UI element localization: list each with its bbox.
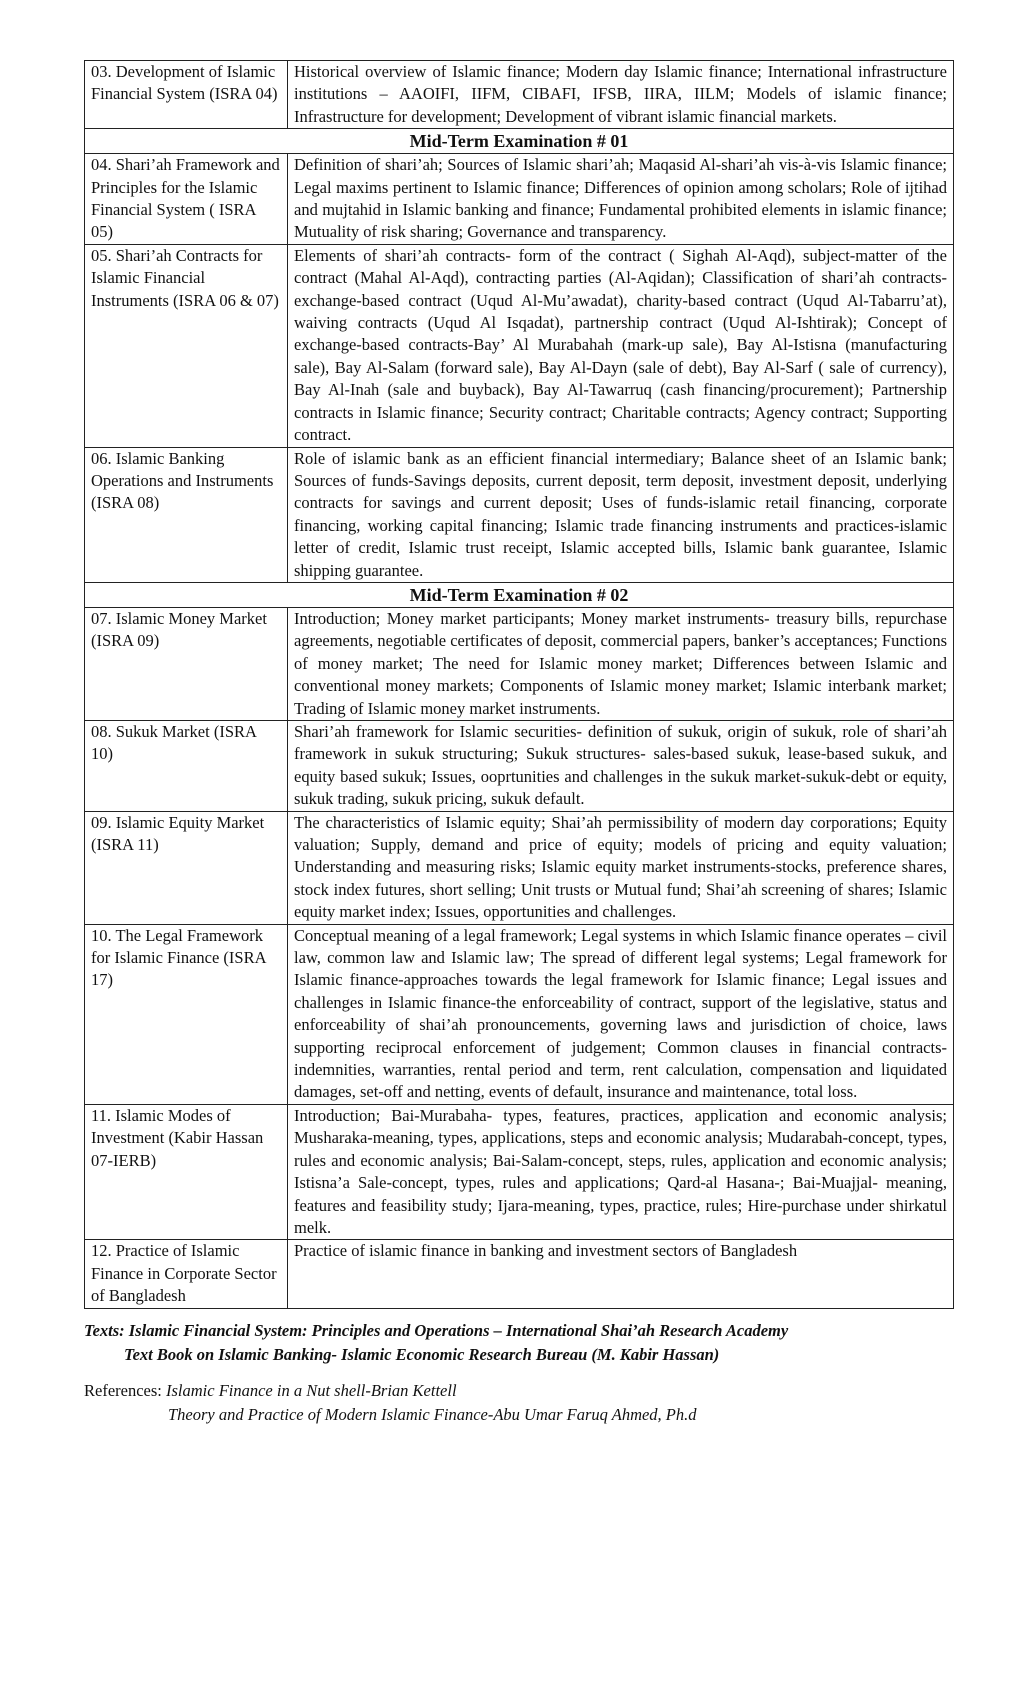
content-cell: Historical overview of Islamic finance; Modern day Islamic finance; International infrastructure institutions – AAOIFI, IIFM, CIBAFI, IFSB, IIRA, IILM; Models of islamic finance; Infrastructure for development; Development of vibrant islamic financial markets. xyxy=(288,61,954,129)
content-cell: Shari’ah framework for Islamic securities- definition of sukuk, origin of sukuk, role of shari’ah framework in sukuk structuring; Sukuk structures- sales-based sukuk, lease-based sukuk, and equity based sukuk; Issues, ooprtunities and challenges in the sukuk market-sukuk-debt or equity, sukuk trading, sukuk pricing, sukuk default. xyxy=(288,720,954,811)
texts-line-2: Text Book on Islamic Banking- Islamic Economic Research Bureau (M. Kabir Hassan) xyxy=(124,1344,720,1364)
syllabus-page xyxy=(84,60,954,1427)
topic-cell: 10. The Legal Framework for Islamic Finance (ISRA 17) xyxy=(85,924,288,1104)
topic-cell: 05. Shari’ah Contracts for Islamic Financial Instruments (ISRA 06 & 07) xyxy=(85,244,288,447)
content-cell: Conceptual meaning of a legal framework; Legal systems in which Islamic finance operates – civil law, common law and Islamic law; The spread of different legal systems; Legal framework for Islamic finance-approaches towards the legal framework for Islamic finance; Legal issues and challenges in Islamic finance-the enforceability of contract, support of the legislative, status and enforceability of shai’ah pronouncements, governing laws and jurisdiction of choice, laws supporting reciprocal enforcement of judgement; Common clauses in financial contracts-indemnities, warranties, rental period and term, rent calculation, compensation and liquidated damages, set-off and netting, events of default, insurance and maintenance, total loss. xyxy=(288,924,954,1104)
table-row xyxy=(85,720,954,811)
content-cell: Elements of shari’ah contracts- form of the contract ( Sighah Al-Aqd), subject-matter of the contract (Mahal Al-Aqd), contracting parties (Al-Aqidan); Classification of shari’ah contracts- exchange-based contract (Uqud Al-Mu’awadat), charity-based contract (Uqud Al-Tabarru’at), waiving contracts (Uqud Al Isqadat), partnership contract (Uqud Al-Ishtirak); Concept of exchange-based contracts-Bay’ Al Murabahah (mark-up sale), Bay Al-Istisna (manufacturing sale), Bay Al-Salam (forward sale), Bay Al-Dayn (sale of debt), Bay Al-Sarf ( sale of currency), Bay Al-Inah (sale and buyback), Bay Al-Tawarruq (cash financing/procurement); Partnership contracts in Islamic finance; Security contract; Charitable contracts; Agency contract; Supporting contract. xyxy=(288,244,954,447)
topic-cell: 06. Islamic Banking Operations and Instruments (ISRA 08) xyxy=(85,447,288,582)
table-row xyxy=(85,607,954,720)
table-row xyxy=(85,1104,954,1239)
references-label: References: xyxy=(84,1380,162,1400)
syllabus-table xyxy=(84,60,954,1309)
reference-2: Theory and Practice of Modern Islamic Finance-Abu Umar Faruq Ahmed, Ph.d xyxy=(168,1404,697,1424)
midterm-row xyxy=(85,582,954,607)
references-section xyxy=(84,1379,954,1427)
topic-cell: 12. Practice of Islamic Finance in Corporate Sector of Bangladesh xyxy=(85,1240,288,1308)
table-row xyxy=(85,244,954,447)
topic-cell: 11. Islamic Modes of Investment (Kabir Hassan 07-IERB) xyxy=(85,1104,288,1239)
content-cell: Definition of shari’ah; Sources of Islamic shari’ah; Maqasid Al-shari’ah vis-à-vis Islamic finance; Legal maxims pertinent to Islamic finance; Differences of opinion among scholars; Role of ijtihad and mujtahid in Islamic banking and finance; Fundamental prohibited elements in islamic finance; Mutuality of risk sharing; Governance and transparency. xyxy=(288,154,954,245)
content-cell: Introduction; Bai-Murabaha- types, features, practices, application and economic analysis; Musharaka-meaning, types, applications, steps and economic analysis; Mudarabah-concept, types, rules and economic analysis; Bai-Salam-concept, steps, rules, application and economic analysis; Istisna’a Sale-concept, types, rules and applications; Qard-al Hasana-; Bai-Muajjal- meaning, features and feasibility study; Ijara-meaning, types, practice, rules; Hire-purchase under shirkatul melk. xyxy=(288,1104,954,1239)
table-row xyxy=(85,447,954,582)
table-row xyxy=(85,924,954,1104)
midterm-label: Mid-Term Examination # 02 xyxy=(85,582,954,607)
topic-cell: 07. Islamic Money Market (ISRA 09) xyxy=(85,607,288,720)
table-row xyxy=(85,1240,954,1308)
table-row xyxy=(85,61,954,129)
topic-cell: 03. Development of Islamic Financial System (ISRA 04) xyxy=(85,61,288,129)
texts-line-1: Texts: Islamic Financial System: Principles and Operations – International Shai’ah Research Academy xyxy=(84,1320,789,1340)
table-row xyxy=(85,154,954,245)
topic-cell: 09. Islamic Equity Market (ISRA 11) xyxy=(85,811,288,924)
table-row xyxy=(85,811,954,924)
midterm-row xyxy=(85,129,954,154)
content-cell: The characteristics of Islamic equity; Shai’ah permissibility of modern day corporations; Equity valuation; Supply, demand and price of equity; models of pricing and equity valuation; Understanding and measuring risks; Islamic equity market instruments-stocks, preference shares, stock index futures, short selling; Unit trusts or Mutual fund; Shai’ah screening of shares; Islamic equity market index; Issues, opportunities and challenges. xyxy=(288,811,954,924)
topic-cell: 08. Sukuk Market (ISRA 10) xyxy=(85,720,288,811)
references-line-1 xyxy=(84,1379,954,1403)
content-cell: Practice of islamic finance in banking and investment sectors of Bangladesh xyxy=(288,1240,954,1308)
reference-1: Islamic Finance in a Nut shell-Brian Kettell xyxy=(166,1380,457,1400)
topic-cell: 04. Shari’ah Framework and Principles for the Islamic Financial System ( ISRA 05) xyxy=(85,154,288,245)
texts-section xyxy=(84,1319,954,1367)
syllabus-table-body xyxy=(85,61,954,1309)
content-cell: Introduction; Money market participants; Money market instruments- treasury bills, repurchase agreements, negotiable certificates of deposit, commercial papers, banker’s acceptances; Functions of money market; The need for Islamic money market; Differences between Islamic and conventional money markets; Components of Islamic money market; Islamic interbank market; Trading of Islamic money market instruments. xyxy=(288,607,954,720)
midterm-label: Mid-Term Examination # 01 xyxy=(85,129,954,154)
content-cell: Role of islamic bank as an efficient financial intermediary; Balance sheet of an Islamic bank; Sources of funds-Savings deposits, current deposit, term deposit, investment deposit, underlying contracts for savings and current deposit; Uses of funds-islamic retail financing, corporate financing, working capital financing; Islamic trade financing instruments and practices-islamic letter of credit, Islamic trust receipt, Islamic accepted bills, Islamic bank guarantee, Islamic shipping guarantee. xyxy=(288,447,954,582)
